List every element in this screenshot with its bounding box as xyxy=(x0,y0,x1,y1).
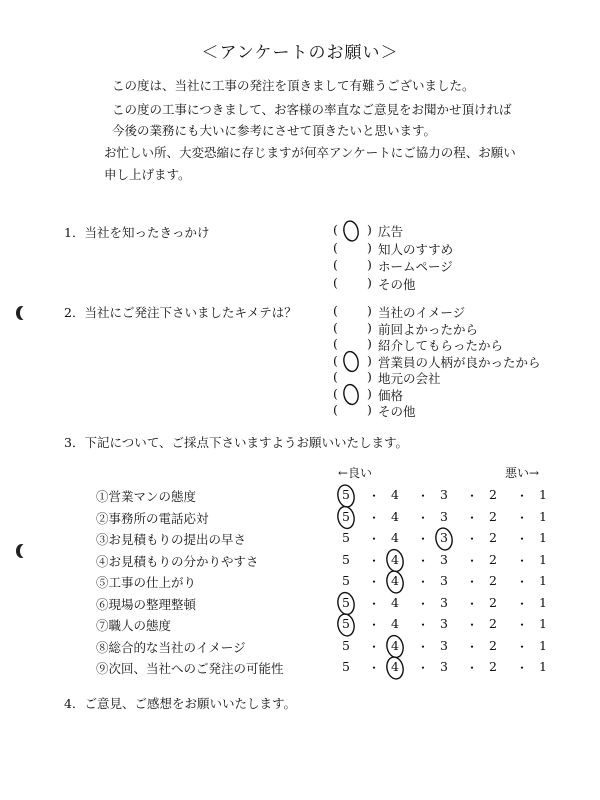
rating-item-label: ⑨次回、当社へのご発注の可能性 xyxy=(96,661,284,676)
rating-option-5[interactable]: 5 xyxy=(342,659,350,674)
paren-close: ) xyxy=(367,319,372,335)
paren-open: ( xyxy=(333,239,338,255)
scale-separator: ・ xyxy=(466,618,479,632)
scale-separator: ・ xyxy=(368,575,381,589)
scale-separator: ・ xyxy=(466,553,479,568)
scale-separator: ・ xyxy=(516,553,529,568)
rating-option-2[interactable]: 2 xyxy=(489,508,497,524)
rating-option-2[interactable]: 2 xyxy=(489,487,497,502)
paren-open: ( xyxy=(333,402,338,417)
scale-separator: ・ xyxy=(417,618,430,632)
rating-option-4[interactable]: 4 xyxy=(391,573,399,588)
scale-separator: ・ xyxy=(516,575,529,589)
rating-option-5[interactable]: 5 xyxy=(342,551,350,567)
scale-separator: ・ xyxy=(466,575,479,589)
option-label: 前回よかったから xyxy=(378,321,479,337)
scale-separator: ・ xyxy=(368,553,381,568)
scale-good-label: ←良い xyxy=(338,466,373,480)
rating-option-5[interactable]: 5 xyxy=(342,487,350,502)
scale-separator: ・ xyxy=(368,639,381,654)
scale-separator: ・ xyxy=(368,661,381,675)
rating-option-4[interactable]: 4 xyxy=(391,551,399,567)
rating-option-3[interactable]: 3 xyxy=(440,530,448,545)
paren-close: ) xyxy=(367,222,372,237)
rating-option-3[interactable]: 3 xyxy=(440,573,448,588)
q1-option-3-checkbox[interactable] xyxy=(340,275,366,291)
scale-separator: ・ xyxy=(368,618,381,632)
scale-separator: ・ xyxy=(368,510,381,525)
paren-close: ) xyxy=(367,385,372,401)
rating-option-2[interactable]: 2 xyxy=(489,530,497,545)
rating-option-5[interactable]: 5 xyxy=(342,637,350,653)
rating-option-5[interactable]: 5 xyxy=(342,530,350,545)
scale-separator: ・ xyxy=(516,639,529,654)
rating-option-1[interactable]: 1 xyxy=(539,487,547,502)
scale-separator: ・ xyxy=(368,489,381,503)
option-label: その他 xyxy=(378,404,416,419)
scale-separator: ・ xyxy=(417,510,430,525)
paren-close: ) xyxy=(367,257,372,272)
paren-close: ) xyxy=(367,352,372,368)
option-label: 知人のすすめ xyxy=(378,241,454,257)
scale-separator: ・ xyxy=(466,489,479,503)
rating-option-2[interactable]: 2 xyxy=(489,659,497,674)
scale-separator: ・ xyxy=(417,532,430,546)
rating-option-4[interactable]: 4 xyxy=(391,616,399,631)
scale-separator: ・ xyxy=(466,661,479,675)
q2-option-3-checkbox[interactable] xyxy=(340,353,366,369)
rating-option-5[interactable]: 5 xyxy=(342,508,350,524)
rating-option-4[interactable]: 4 xyxy=(391,594,399,610)
paren-close: ) xyxy=(367,239,372,255)
intro-line-5: 申し上げます。 xyxy=(104,167,191,182)
scale-separator: ・ xyxy=(516,510,529,525)
rating-option-2[interactable]: 2 xyxy=(489,637,497,653)
rating-option-1[interactable]: 1 xyxy=(539,508,547,524)
rating-option-1[interactable]: 1 xyxy=(539,637,547,653)
rating-option-4[interactable]: 4 xyxy=(391,487,399,502)
option-label: 価格 xyxy=(378,387,404,403)
rating-option-2[interactable]: 2 xyxy=(489,551,497,567)
rating-option-1[interactable]: 1 xyxy=(539,616,547,631)
scale-separator: ・ xyxy=(368,532,381,546)
option-label: ホームページ xyxy=(378,259,453,274)
option-label: 地元の会社 xyxy=(378,371,441,386)
rating-item-label: ③お見積もりの提出の早さ xyxy=(96,532,247,547)
rating-option-4[interactable]: 4 xyxy=(391,508,399,524)
scale-separator: ・ xyxy=(516,596,529,611)
scale-separator: ・ xyxy=(516,618,529,632)
option-label: 当社のイメージ xyxy=(378,305,466,320)
scale-separator: ・ xyxy=(417,596,430,611)
rating-option-3[interactable]: 3 xyxy=(440,487,448,502)
paren-close: ) xyxy=(367,303,372,318)
rating-option-2[interactable]: 2 xyxy=(489,616,497,631)
rating-item-label: ⑥現場の整理整頓 xyxy=(96,596,197,612)
rating-option-4[interactable]: 4 xyxy=(391,659,399,674)
rating-option-3[interactable]: 3 xyxy=(440,551,448,567)
rating-option-3[interactable]: 3 xyxy=(440,508,448,524)
rating-option-5[interactable]: 5 xyxy=(342,594,350,610)
rating-item-label: ②事務所の電話応対 xyxy=(96,510,209,526)
question-2-title: 2．当社にご発注下さいましたキメテは？ xyxy=(64,305,297,320)
question-4-title: 4．ご意見、ご感想をお願いいたします。 xyxy=(64,696,296,711)
rating-item-label: ⑦職人の態度 xyxy=(96,618,172,633)
option-label: 紹介してもらったから xyxy=(378,338,504,353)
paren-open: ( xyxy=(333,336,338,351)
rating-option-5[interactable]: 5 xyxy=(342,573,350,588)
scale-separator: ・ xyxy=(417,575,430,589)
rating-option-2[interactable]: 2 xyxy=(489,573,497,588)
scale-separator: ・ xyxy=(417,553,430,568)
rating-option-3[interactable]: 3 xyxy=(440,594,448,610)
paren-open: ( xyxy=(333,257,338,272)
paren-open: ( xyxy=(333,303,338,318)
scale-separator: ・ xyxy=(466,596,479,611)
paren-close: ) xyxy=(367,336,372,351)
rating-option-1[interactable]: 1 xyxy=(539,530,547,545)
rating-option-4[interactable]: 4 xyxy=(391,637,399,653)
q2-option-6-checkbox[interactable] xyxy=(340,402,366,418)
paren-open: ( xyxy=(333,274,338,290)
scale-separator: ・ xyxy=(417,639,430,654)
scale-separator: ・ xyxy=(466,639,479,654)
intro-line-2: この度の工事につきまして、お客様の率直なご意見をお聞かせ頂ければ xyxy=(112,102,512,117)
scale-separator: ・ xyxy=(368,596,381,611)
scale-bad-label: 悪い→ xyxy=(505,466,540,480)
paren-open: ( xyxy=(333,385,338,401)
scale-separator: ・ xyxy=(516,661,529,675)
intro-line-1: この度は、当社に工事の発注を頂きまして有難うございました。 xyxy=(112,78,475,93)
rating-option-1[interactable]: 1 xyxy=(539,659,547,674)
paren-open: ( xyxy=(333,319,338,335)
question-1-title: 1．当社を知ったきっかけ xyxy=(64,225,210,240)
scale-separator: ・ xyxy=(417,489,430,503)
rating-option-5[interactable]: 5 xyxy=(342,616,350,631)
paren-open: ( xyxy=(333,222,338,237)
rating-option-4[interactable]: 4 xyxy=(391,530,399,545)
rating-option-1[interactable]: 1 xyxy=(539,594,547,610)
scale-separator: ・ xyxy=(466,510,479,525)
scale-separator: ・ xyxy=(516,489,529,503)
intro-line-3: 今後の業務にも大いに参考にさせて頂きたいと思います。 xyxy=(112,123,437,138)
rating-option-3[interactable]: 3 xyxy=(440,659,448,674)
q2-option-0-checkbox[interactable] xyxy=(340,303,366,319)
option-label: 営業員の人柄が良かったから xyxy=(378,354,541,370)
intro-line-4: お忙しい所、大変恐縮に存じますが何卒アンケートにご協力の程、お願い xyxy=(104,145,516,160)
q2-option-2-checkbox[interactable] xyxy=(340,336,366,352)
option-label: 広告 xyxy=(378,224,404,239)
q1-option-1-checkbox[interactable] xyxy=(340,240,366,256)
q2-option-5-checkbox[interactable] xyxy=(340,386,366,402)
paren-open: ( xyxy=(333,352,338,368)
scale-separator: ・ xyxy=(417,661,430,675)
rating-item-label: ①営業マンの態度 xyxy=(96,489,197,504)
rating-item-label: ④お見積もりの分かりやすさ xyxy=(96,553,259,569)
paren-close: ) xyxy=(367,402,372,417)
option-label: その他 xyxy=(378,276,416,292)
paren-close: ) xyxy=(367,274,372,290)
rating-option-1[interactable]: 1 xyxy=(539,551,547,567)
rating-item-label: ⑤工事の仕上がり xyxy=(96,575,197,590)
q1-option-2-checkbox[interactable] xyxy=(340,257,366,273)
rating-option-3[interactable]: 3 xyxy=(440,616,448,631)
q2-option-1-checkbox[interactable] xyxy=(340,320,366,336)
question-3-title: 3．下記について、ご採点下さいますようお願いいたします。 xyxy=(64,435,408,450)
rating-option-1[interactable]: 1 xyxy=(539,573,547,588)
rating-item-label: ⑧総合的な当社のイメージ xyxy=(96,639,246,655)
rating-option-3[interactable]: 3 xyxy=(440,637,448,653)
paren-close: ) xyxy=(367,369,372,384)
page-title: ＜アンケートのお願い＞ xyxy=(201,43,399,63)
q1-option-0-checkbox[interactable] xyxy=(340,222,366,238)
scale-separator: ・ xyxy=(516,532,529,546)
rating-option-2[interactable]: 2 xyxy=(489,594,497,610)
scale-separator: ・ xyxy=(466,532,479,546)
paren-open: ( xyxy=(333,369,338,384)
q2-option-4-checkbox[interactable] xyxy=(340,369,366,385)
